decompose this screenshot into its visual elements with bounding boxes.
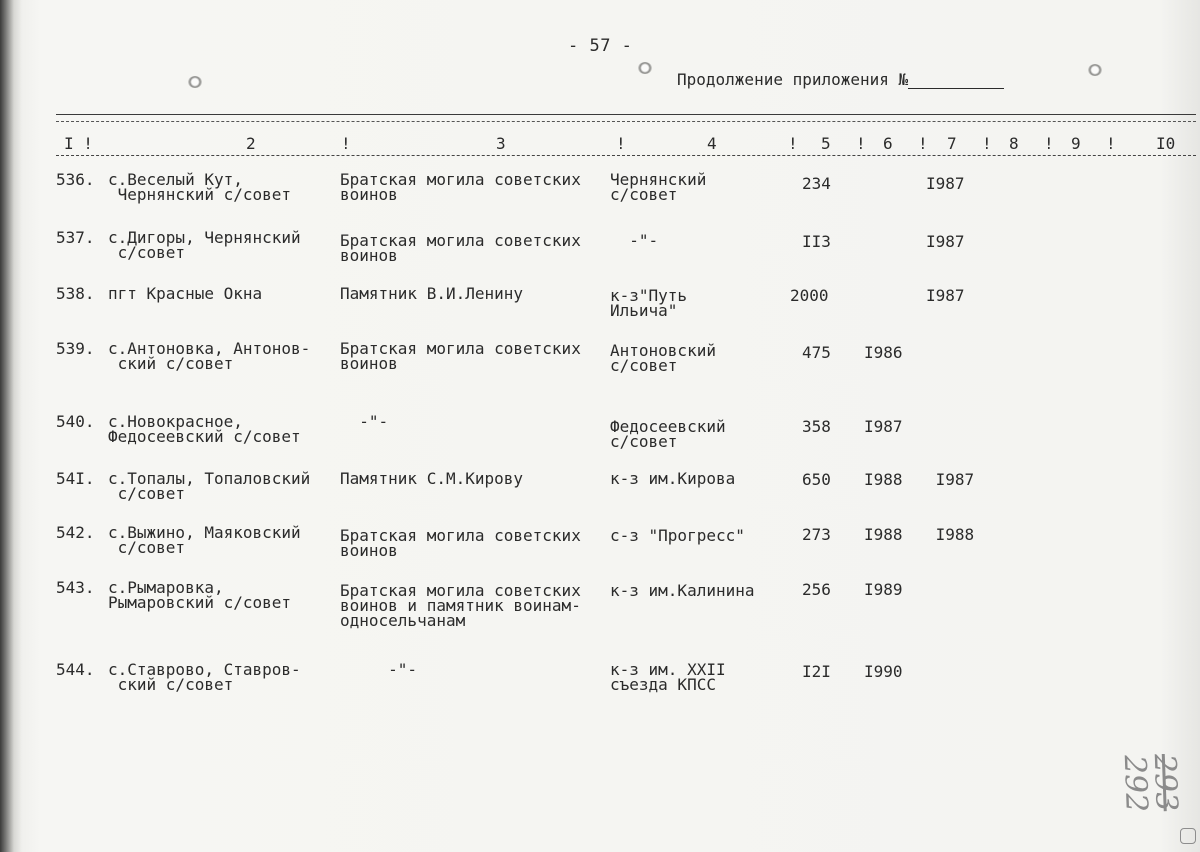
appendix-number-blank	[908, 74, 1004, 89]
continuation-label: Продолжение приложения №	[677, 70, 909, 89]
table-header-bottom-rule	[56, 155, 1196, 156]
column-separator: !	[982, 134, 992, 153]
row-number: 540.	[56, 412, 95, 431]
object-cell: Братская могила советских воинов	[340, 170, 581, 204]
owner-cell: к-з им.Калинина	[610, 581, 755, 600]
column-7-cell: I987	[926, 286, 965, 305]
punch-hole	[638, 62, 652, 74]
column-6-cell: I988	[864, 525, 903, 544]
handwritten-number: 292	[1116, 754, 1154, 813]
column-header: 5	[821, 134, 831, 153]
owner-cell: Антоновский с/совет	[610, 341, 716, 375]
column-6-cell: I989	[864, 580, 903, 599]
settlement-cell: с.Топалы, Топаловский с/совет	[108, 469, 311, 503]
punch-hole	[1088, 64, 1102, 76]
column-6-cell: I988	[864, 470, 903, 489]
settlement-cell: с.Веселый Кут, Чернянский с/совет	[108, 170, 292, 204]
owner-cell: -"-	[610, 231, 659, 250]
column-7-cell: I987	[926, 232, 965, 251]
settlement-cell: с.Рымаровка, Рымаровский с/совет	[108, 578, 292, 612]
row-number: 539.	[56, 339, 95, 358]
row-number: 542.	[56, 523, 95, 542]
column-header: I !	[64, 134, 93, 153]
column-header: I0	[1156, 134, 1176, 153]
column-separator: !	[856, 134, 866, 153]
column-5-cell: 475	[802, 343, 831, 362]
row-number: 536.	[56, 170, 95, 189]
column-5-cell: 256	[802, 580, 831, 599]
object-cell: Братская могила советских воинов и памятник воинам- односельчанам	[340, 581, 581, 630]
handwritten-folio-number	[1089, 753, 1184, 826]
column-5-cell: 650	[802, 470, 831, 489]
row-number: 537.	[56, 228, 95, 247]
punch-hole	[188, 76, 202, 88]
owner-cell: с-з "Прогресс"	[610, 526, 745, 545]
row-number: 543.	[56, 578, 95, 597]
column-header: 3	[496, 134, 506, 153]
page-number: - 57 -	[568, 36, 633, 56]
column-header: 4	[707, 134, 717, 153]
object-cell: Памятник В.И.Ленину	[340, 284, 524, 303]
column-6-cell: I986	[864, 343, 903, 362]
table-top-rule	[56, 114, 1196, 115]
column-5-cell: II3	[802, 232, 831, 251]
table-top-dashed-rule	[56, 121, 1196, 122]
column-header: 7	[947, 134, 957, 153]
column-5-cell: 273	[802, 525, 831, 544]
column-header: 9	[1071, 134, 1081, 153]
settlement-cell: с.Антоновка, Антонов- ский с/совет	[108, 339, 311, 373]
column-separator: !	[616, 134, 626, 153]
row-number: 54I.	[56, 469, 95, 488]
column-separator: !	[788, 134, 798, 153]
column-5-cell: 358	[802, 417, 831, 436]
column-header: 2	[246, 134, 256, 153]
row-number: 544.	[56, 660, 95, 679]
column-6-cell: I987	[864, 417, 903, 436]
object-cell: -"-	[340, 660, 418, 679]
settlement-cell: с.Новокрасное, Федосеевский с/совет	[108, 412, 301, 446]
object-cell: -"-	[340, 412, 389, 431]
settlement-cell: с.Выжино, Маяковский с/совет	[108, 523, 301, 557]
object-cell: Братская могила советских воинов	[340, 231, 581, 265]
column-6-cell: I990	[864, 662, 903, 681]
column-5-cell: 234	[802, 174, 831, 193]
handwritten-number-crossed: 293	[1146, 753, 1184, 812]
object-cell: Братская могила советских воинов	[340, 339, 581, 373]
owner-cell: Федосеевский с/совет	[610, 417, 726, 451]
column-7-cell: I987	[926, 174, 965, 193]
object-cell: Братская могила советских воинов	[340, 526, 581, 560]
corner-stamp-mark	[1180, 828, 1196, 844]
owner-cell: Чернянский с/совет	[610, 170, 707, 204]
owner-cell: к-з им. XXII съезда КПСС	[610, 660, 726, 694]
column-7-cell: I987	[926, 470, 975, 489]
settlement-cell: с.Дигоры, Чернянский с/совет	[108, 228, 301, 262]
column-7-cell: I988	[926, 525, 975, 544]
column-5-cell: I2I	[802, 662, 831, 681]
owner-cell: к-з"Путь Ильича"	[610, 286, 688, 320]
row-number: 538.	[56, 284, 95, 303]
column-separator: !	[1044, 134, 1054, 153]
settlement-cell: с.Ставрово, Ставров- ский с/совет	[108, 660, 301, 694]
continuation-heading	[677, 70, 1004, 89]
column-separator: !	[341, 134, 351, 153]
settlement-cell: пгт Красные Окна	[108, 284, 263, 303]
column-separator: !	[1106, 134, 1116, 153]
owner-cell: к-з им.Кирова	[610, 469, 736, 488]
object-cell: Памятник С.М.Кирову	[340, 469, 524, 488]
column-5-cell: 2000	[790, 286, 829, 305]
column-separator: !	[918, 134, 928, 153]
page-binding-edge	[0, 0, 22, 852]
column-header: 6	[883, 134, 893, 153]
column-header: 8	[1009, 134, 1019, 153]
